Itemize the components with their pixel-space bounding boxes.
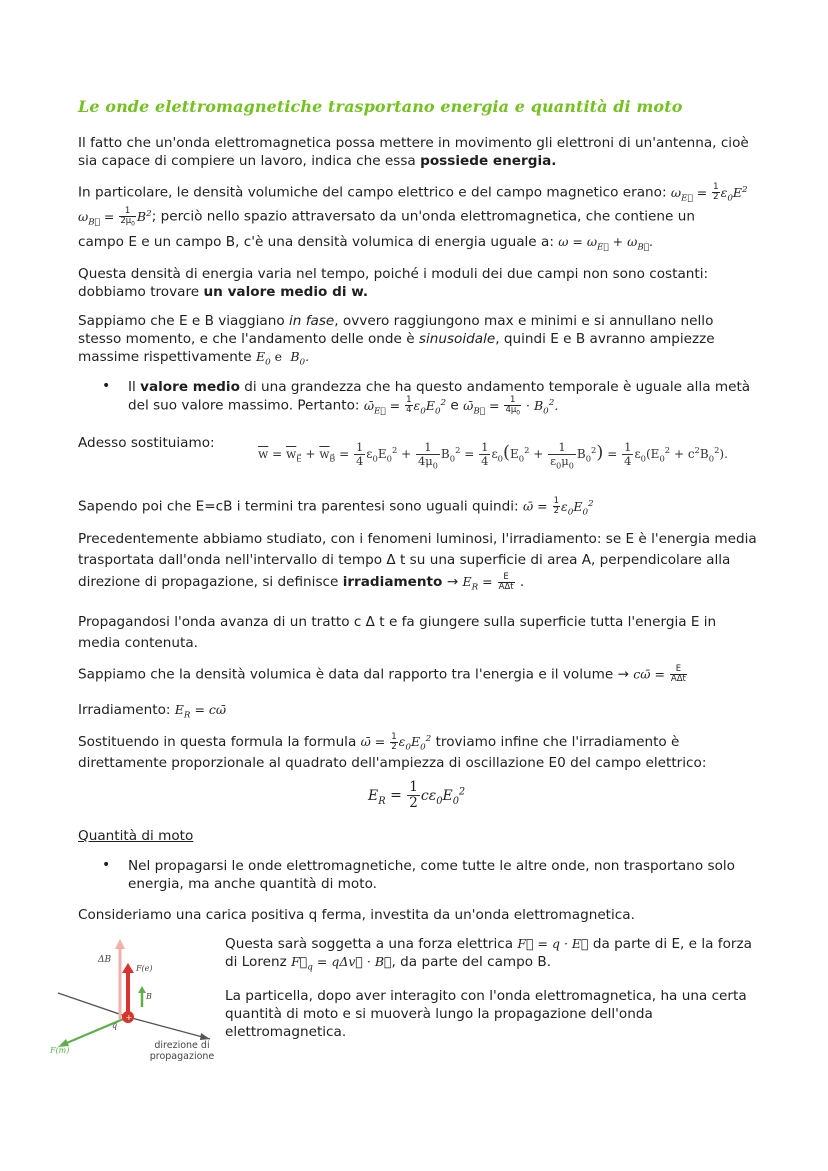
paragraph-phase: Sappiamo che E e B viaggiano in fase, ovvero raggiungono max e minimi e si annullano nello stesso momento, e che l'andamento delle onde è sinusoidale, quindi E e B avranno ampiezze massime rispettivamente $E_0$ e $B_0$.	[78, 313, 715, 368]
paragraph-irradiance-def: Precedentemente abbiamo studiato, con i fenomeni luminosi, l'irradiamento: se E è l'energia media trasportata dall'onda nell'intervallo di tempo Δ t su una superficie di area A, perpendicolare alla direzione di propagazione, si definisce irradiamento → $E_R$ = $\frac{E}{\text{AΔt}}$ .	[78, 531, 757, 593]
paragraph-densities: In particolare, le densità volumiche del campo elettrico e del campo magnetico erano: $\omega_{E⃗}$ = $\frac{1}{2}$ $\varepsilon_0E^2$	[78, 182, 748, 203]
bullet-momentum: Nel propagarsi le onde elettromagnetiche, come tutte le altre onde, non trasportano solo energia, ma anche quantità di moto.	[128, 858, 735, 892]
force-diagram	[50, 935, 220, 1070]
paragraph-propagation: Propagandosi l'onda avanza di un tratto c Δ t e fa giungere sulla superficie tutta l'energia E in media contenuta.	[78, 614, 717, 651]
paragraph-forces: Questa sarà soggetta a una forza elettrica F⃗ = q · E⃗ da parte di E, e la forza di Lorenz $F⃗_q$ = qΔv⃗ · B⃗, da parte del campo B.	[225, 936, 752, 973]
label-delta-b: ΔB	[98, 955, 112, 965]
paragraph-charge: Consideriamo una carica positiva q ferma, investita da un'onda elettromagnetica.	[78, 907, 635, 923]
label-q: q	[112, 1021, 118, 1030]
paragraph-substitution: Sostituendo in questa formula la formula ω̄ = $\frac{1}{2}$ $\varepsilon_0E_0^2$ troviamo infine che l'irradiamento è direttamente proporzionale al quadrato dell'ampiezza di oscillazione E0 del campo elettrico:	[78, 731, 707, 771]
bullet-dot: •	[102, 378, 111, 394]
paragraph-particle: La particella, dopo aver interagito con l'onda elettromagnetica, ha una certa quantità di moto e si muoverà lungo la propagazione dell'onda elettromagnetica.	[225, 988, 747, 1040]
propagation-line	[128, 1017, 210, 1039]
propagation-arrowhead	[200, 1033, 210, 1040]
bullet-dot: •	[102, 857, 111, 873]
paragraph-density-ratio: Sappiamo che la densità volumica è data dal rapporto tra l'energia e il volume → cω̄ = $\frac{E}{\text{AΔt}}$	[78, 664, 686, 684]
label-b: B	[146, 992, 152, 1001]
propagation-line-back	[58, 993, 128, 1017]
substitute-label: Adesso sostituiamo:	[78, 435, 215, 451]
paragraph-energy-intro: Il fatto che un'onda elettromagnetica possa mettere in movimento gli elettroni di un'antenna, cioè sia capace di compiere un lavoro, indica che essa possiede energia.	[78, 135, 749, 169]
b-vector-head	[138, 986, 146, 993]
delta-b-head	[115, 939, 125, 949]
field-vector-down	[62, 1017, 128, 1045]
formula-irradiance: $E_R$ = $\frac{1}{2}$ $c\varepsilon_0E_0^2$	[368, 779, 466, 811]
paragraph-mean-value: Questa densità di energia varia nel tempo, poiché i moduli dei due campi non sono costanti: dobbiamo trovare un valore medio di w.	[78, 266, 709, 300]
electric-force-head	[122, 963, 134, 973]
label-magnetic-force: F(m)	[50, 1046, 70, 1055]
bullet-mean-value: Il valore medio di una grandezza che ha questo andamento temporale è uguale alla metà del suo valore massimo. Pertanto: $\omegā_{E⃗}$ = $\frac{1}{4}$ $\varepsilon_0E_0^2$ e $\omegā_{B⃗}$ = $\frac{1}{4\mu_0}$ · $B_0^2$.	[128, 379, 751, 417]
charge-plus: +	[125, 1013, 133, 1022]
page-title: Le onde elettromagnetiche trasportano energia e quantità di moto	[78, 97, 683, 116]
paragraph-ecb: Sapendo poi che E=cB i termini tra parentesi sono uguali quindi: ω̄ = $\frac{1}{2}$ $\varepsilon_0E_0^2$	[78, 496, 594, 517]
paragraph-densities-line3: campo E e un campo B, c'è una densità volumica di energia uguale a: $\omega = \omega_{E⃗} + \omega_{B⃗}$.	[78, 234, 653, 253]
formula-mean-energy: $\overline{w} = \overline{w}_{E⃗} + \overline{w}_{B⃗}$ = $\frac{1}{4}$ $\varepsilon_0E_0^2$ + $\frac{1}{4\mu_0}$ $B_0^2$ = $\frac{1}{4}$ $\varepsilon_0(E_0^2$ + $\frac{1}{\varepsilon_0\mu_0}$ $B_0^2$) = $\frac{1}{4}$ $\varepsilon_0(E_0^2 + c^2B_0^2)$.	[258, 440, 728, 471]
figure-caption: direzione di propagazione	[149, 1040, 215, 1062]
section-title-momentum: Quantità di moto	[78, 828, 194, 844]
paragraph-densities-line2: $\omega_{B⃗}$ = $\frac{1}{2\mu_0}$ $B^2$; perciò nello spazio attraversato da un'onda elettromagnetica, che contiene un	[78, 206, 695, 228]
paragraph-irradiance: Irradiamento: $E_R$ = cω̄	[78, 702, 227, 721]
label-electric-force: F(e)	[136, 964, 153, 973]
